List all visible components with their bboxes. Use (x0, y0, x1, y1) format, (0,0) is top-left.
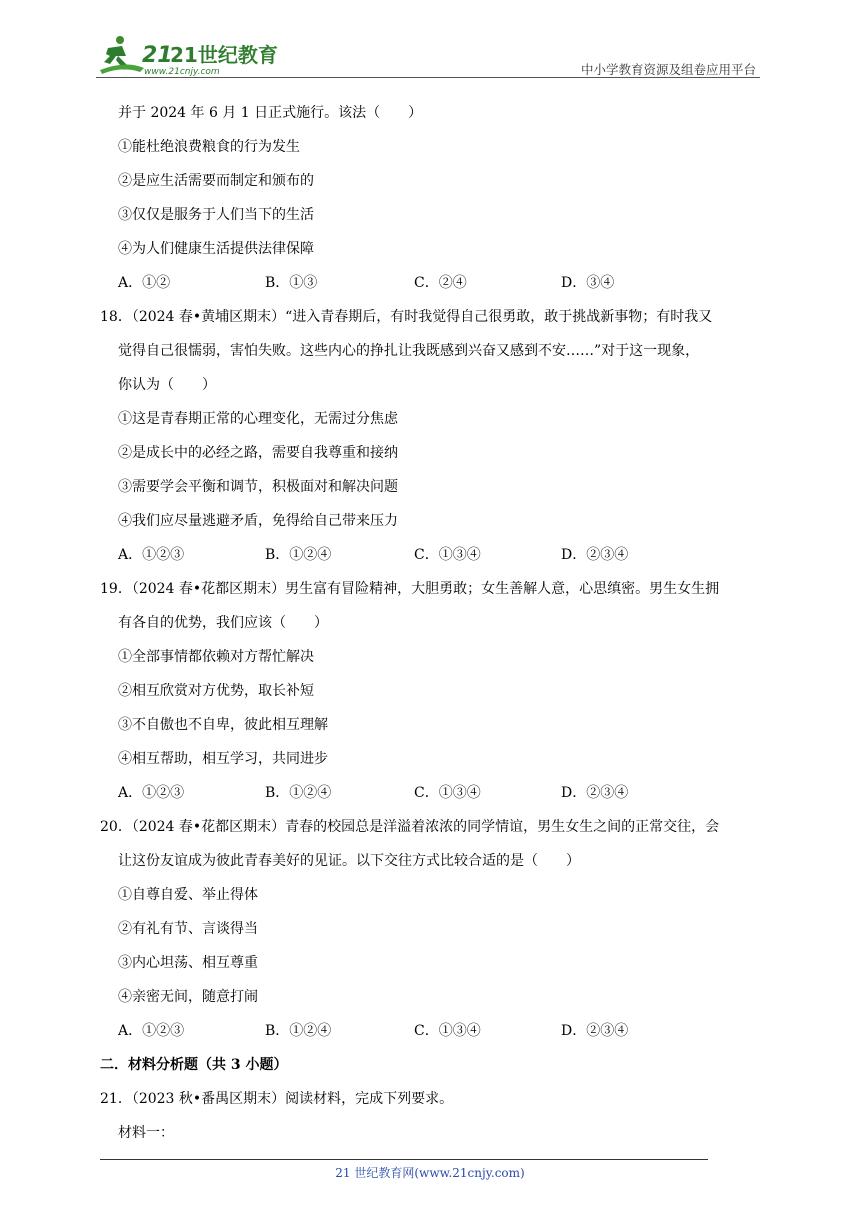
q17-option-b: B．①③ (265, 275, 318, 291)
q17-option-c: C．②④ (414, 275, 467, 291)
q17-item-2: ②是应生活需要而制定和颁布的 (118, 173, 314, 189)
section-heading: 二．材料分析题（共 3 小题） (100, 1057, 288, 1073)
site-logo (96, 34, 278, 78)
q19-option-c: C．①③④ (414, 785, 481, 801)
q18-option-b: B．①②④ (265, 547, 332, 563)
q20-line-2: 让这份友谊成为彼此青春美好的见证。以下交往方式比较合适的是（ ） (118, 853, 580, 869)
q20-line-1: 20．（2024 春•花都区期末）青春的校园总是洋溢着浓浓的同学情谊，男生女生之间的正常交往，会 (100, 819, 720, 835)
footer-divider (100, 1159, 708, 1160)
q19-option-b: B．①②④ (265, 785, 332, 801)
q19-item-2: ②相互欣赏对方优势，取长补短 (118, 683, 314, 699)
footer-text: 21 世纪教育网(www.21cnjy.com) (335, 1166, 525, 1180)
header-divider (96, 77, 760, 78)
q17-option-a: A．①② (118, 275, 171, 291)
q20-option-c: C．①③④ (414, 1023, 481, 1039)
q18-option-c: C．①③④ (414, 547, 481, 563)
q19-option-a: A．①②③ (118, 785, 185, 801)
svg-text:www.21cnjy.com: www.21cnjy.com (144, 67, 220, 77)
page-header (96, 34, 758, 78)
q20-option-d: D．②③④ (561, 1023, 629, 1039)
q18-line-3: 你认为（ ） (118, 377, 216, 393)
q19-item-4: ④相互帮助，相互学习，共同进步 (118, 751, 328, 767)
q21-material-label: 材料一： (118, 1125, 174, 1141)
q20-option-a: A．①②③ (118, 1023, 185, 1039)
q18-line-1: 18．（2024 春•黄埔区期末）“进入青春期后，有时我觉得自己很勇敢，敢于挑战新事物；有时我又 (100, 309, 713, 325)
q17-item-4: ④为人们健康生活提供法律保障 (118, 241, 314, 257)
q20-item-3: ③内心坦荡、相互尊重 (118, 955, 258, 971)
q20-option-b: B．①②④ (265, 1023, 332, 1039)
svg-text:21: 21 (142, 43, 173, 68)
q17-option-d: D．③④ (561, 275, 615, 291)
q17-item-1: ①能杜绝浪费粮食的行为发生 (118, 139, 300, 155)
platform-name: 中小学教育资源及组卷应用平台 (580, 62, 756, 77)
q18-item-3: ③需要学会平衡和调节，积极面对和解决问题 (118, 479, 398, 495)
q18-option-d: D．②③④ (561, 547, 629, 563)
svg-text:21世纪教育: 21世纪教育 (170, 43, 278, 67)
q18-item-1: ①这是青春期正常的心理变化，无需过分焦虑 (118, 411, 398, 427)
q18-line-2: 觉得自己很懦弱，害怕失败。这些内心的挣扎让我既感到兴奋又感到不安……”对于这一现象， (118, 343, 700, 359)
q19-item-1: ①全部事情都依赖对方帮忙解决 (118, 649, 314, 665)
q18-option-a: A．①②③ (118, 547, 185, 563)
q19-line-1: 19．（2024 春•花都区期末）男生富有冒险精神，大胆勇敢；女生善解人意，心思缜密。男生女生拥 (100, 581, 720, 597)
runner-icon (100, 36, 144, 74)
q20-item-2: ②有礼有节、言谈得当 (118, 921, 258, 937)
q17-item-3: ③仅仅是服务于人们当下的生活 (118, 207, 314, 223)
q19-line-2: 有各自的优势，我们应该（ ） (118, 615, 328, 631)
q20-item-1: ①自尊自爱、举止得体 (118, 887, 258, 903)
q20-item-4: ④亲密无间，随意打闹 (118, 989, 258, 1005)
q17-line: 并于 2024 年 6 月 1 日正式施行。该法（ ） (118, 105, 423, 121)
q18-item-4: ④我们应尽量逃避矛盾，免得给自己带来压力 (118, 513, 398, 529)
q18-item-2: ②是成长中的必经之路，需要自我尊重和接纳 (118, 445, 398, 461)
q19-option-d: D．②③④ (561, 785, 629, 801)
q19-item-3: ③不自傲也不自卑，彼此相互理解 (118, 717, 328, 733)
q21-line: 21．（2023 秋•番禺区期末）阅读材料，完成下列要求。 (100, 1091, 454, 1107)
